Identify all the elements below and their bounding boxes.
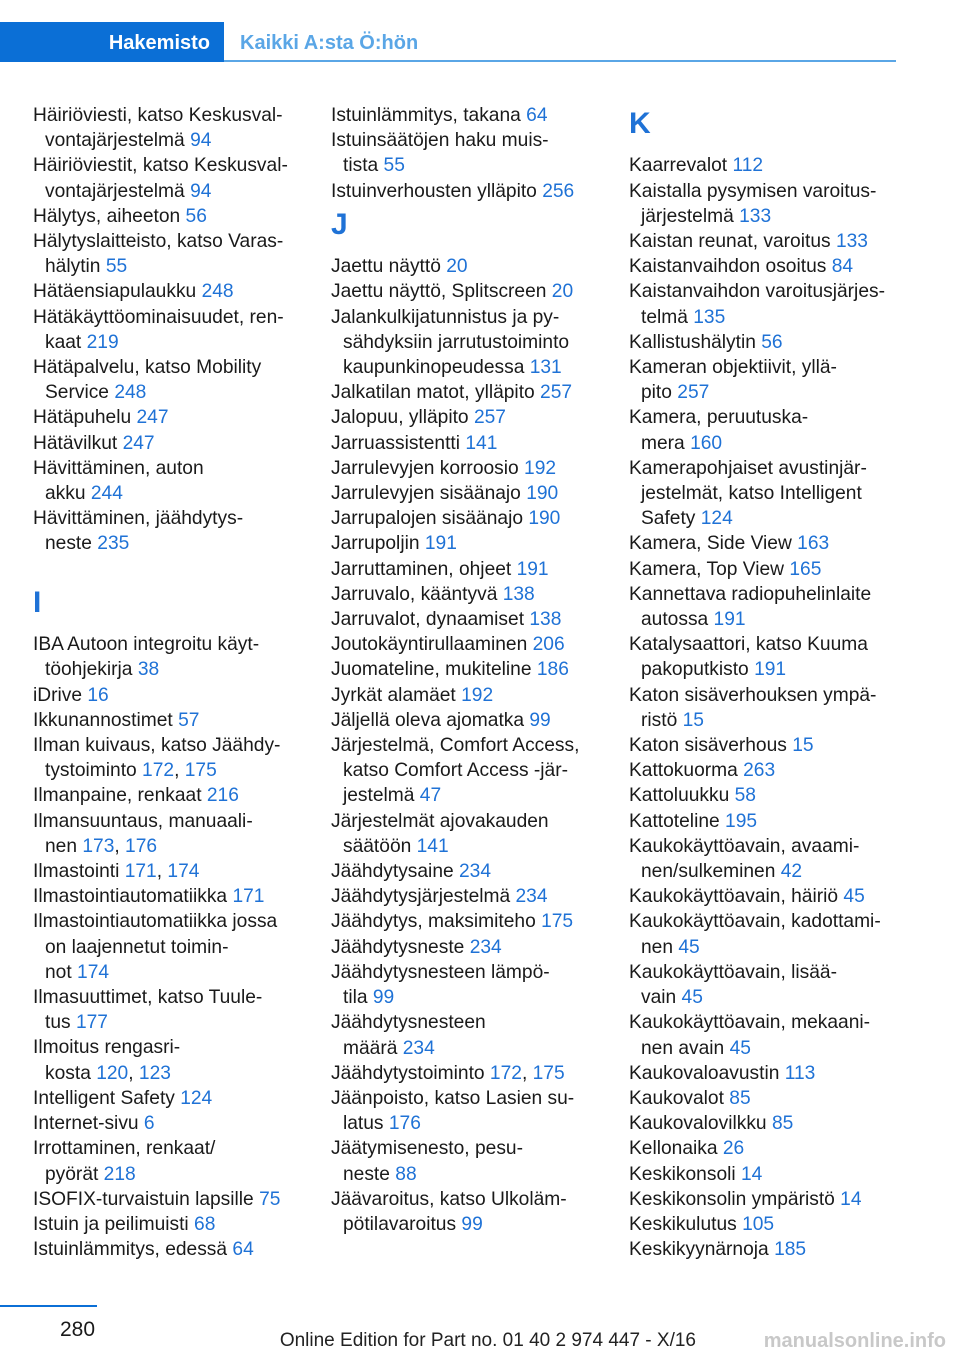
index-term: Joutokäyntirullaaminen [331, 634, 528, 656]
page-link[interactable]: 141 [416, 835, 449, 857]
page-link[interactable]: 176 [388, 1113, 421, 1135]
index-term: Hätäensiapulaukku [33, 281, 197, 303]
page-link[interactable]: 257 [540, 382, 573, 404]
index-entry [331, 128, 603, 178]
index-term: Ikkunannostimet [33, 709, 173, 731]
index-term: Internet-sivu [33, 1113, 139, 1135]
page-link[interactable]: 133 [739, 205, 772, 227]
page-link[interactable]: 56 [761, 331, 783, 353]
page-link[interactable]: 15 [792, 735, 814, 757]
index-entry [33, 456, 305, 506]
index-term: Katon sisäverhouksen ympä- ristö [629, 684, 877, 731]
page-link[interactable]: 6 [143, 1113, 155, 1135]
index-entry [331, 1187, 603, 1237]
page-link[interactable]: 84 [831, 256, 854, 278]
page-link[interactable]: 123 [138, 1062, 171, 1084]
index-entry [331, 935, 603, 960]
page-link[interactable]: 124 [700, 508, 733, 530]
index-term: Istuinlämmitys, takana [331, 105, 521, 126]
page-link[interactable]: 176 [125, 835, 158, 857]
page-link[interactable]: 85 [771, 1113, 794, 1135]
index-term: Kaukovaloavustin [629, 1062, 780, 1084]
index-term: Jäänpoisto, katso Lasien su- latus [331, 1087, 575, 1135]
index-entry [629, 683, 901, 733]
index-entry [331, 607, 603, 632]
page-link[interactable]: 99 [372, 987, 395, 1009]
page-link[interactable]: 124 [180, 1087, 213, 1109]
index-entry [33, 1212, 305, 1237]
index-term: Ilmasuuttimet, katso Tuule- tus [33, 987, 263, 1034]
index-term: Jäätymisenesto, pesu- neste [331, 1138, 523, 1185]
index-term: Jarrupalojen sisäänajo [331, 508, 523, 530]
index-entry [331, 254, 603, 279]
index-entry [331, 708, 603, 733]
index-entry [33, 405, 305, 430]
index-entry [629, 1162, 901, 1187]
index-term: Jäävaroitus, katso Ulkoläm- pötilavaroitus [331, 1188, 567, 1235]
index-term: Kaistanvaihdon osoitus [629, 256, 827, 278]
index-term: Kaukokäyttöavain, lisää- vain [629, 961, 837, 1009]
page-link[interactable]: 218 [103, 1163, 136, 1185]
index-entry [331, 557, 603, 582]
index-entry [629, 783, 901, 808]
index-entry [331, 456, 603, 481]
index-term: Istuin ja peilimuisti [33, 1213, 189, 1235]
index-term: Keskikonsolin ympäristö [629, 1188, 835, 1210]
index-term: Jarruvalo, kääntyvä [331, 583, 498, 605]
page-link[interactable]: 68 [194, 1213, 216, 1235]
page-link[interactable]: 192 [461, 684, 494, 706]
index-term: Istuinverhousten ylläpito [331, 180, 537, 202]
index-entry [331, 859, 603, 884]
index-term: Kaarrevalot [629, 155, 728, 177]
index-entry [33, 632, 305, 682]
page-link[interactable]: 42 [780, 861, 803, 883]
page-link[interactable]: 20 [446, 256, 468, 278]
page-link[interactable]: 244 [90, 483, 123, 505]
index-entry [629, 330, 901, 355]
page-link[interactable]: 191 [424, 533, 457, 555]
page-link[interactable]: 141 [465, 432, 498, 454]
index-term: IBA Autoon integroitu käyt- töohjekirja [33, 634, 260, 681]
index-term: Keskikulutus [629, 1213, 737, 1235]
page-link[interactable]: 247 [122, 432, 155, 454]
index-entry [331, 632, 603, 657]
index-entry: Ilmansuuntaus, manuaali- nen 173, 176 [33, 810, 253, 857]
page-link[interactable]: 133 [835, 231, 868, 252]
index-term: Kamera, Side View [629, 533, 792, 555]
page-link[interactable]: 171 [232, 886, 265, 908]
page-link[interactable]: 45 [729, 1037, 751, 1059]
page-link[interactable]: 163 [797, 533, 830, 555]
index-term: Jyrkät alamäet [331, 684, 456, 706]
index-term: Häiriöviesti, katso Keskusval- vontajärjestelmä [33, 105, 283, 152]
page-link[interactable]: 58 [734, 785, 756, 807]
index-term: Hävittäminen, auton akku [33, 457, 204, 505]
page-link[interactable]: 195 [725, 810, 758, 832]
index-term: Jarruttaminen, ohjeet [331, 558, 512, 580]
index-term: Hätäpuhelu [33, 407, 132, 429]
index-term: Hävittäminen, jäähdytys- neste [33, 508, 244, 555]
index-entry [33, 103, 305, 153]
header-divider [224, 60, 896, 62]
index-term: Jäähdytysjärjestelmä [331, 886, 511, 908]
index-term: Kellonaika [629, 1138, 718, 1160]
index-term: Järjestelmä, Comfort Access, katso Comfort Access -jär- jestelmä [331, 735, 580, 807]
page-link[interactable]: 26 [722, 1138, 745, 1160]
index-entry [629, 909, 901, 959]
page-link[interactable]: 55 [105, 256, 128, 278]
index-entry [629, 279, 901, 329]
index-entry [331, 884, 603, 909]
index-entry [629, 456, 901, 532]
index-term: Hälytys, aiheeton [33, 205, 181, 227]
page-link[interactable]: 113 [784, 1062, 816, 1084]
index-entry [629, 960, 901, 1010]
page-link[interactable]: 160 [690, 432, 723, 454]
index-term: Keskikyynärnoja [629, 1239, 769, 1261]
page-link[interactable]: 105 [742, 1213, 775, 1235]
index-term: Jäähdytysneste [331, 936, 465, 958]
page-link[interactable]: 94 [190, 180, 212, 202]
index-entry [33, 1237, 305, 1262]
page-link[interactable]: 174 [167, 861, 200, 883]
index-entry [331, 909, 603, 934]
index-entry [331, 683, 603, 708]
index-term: Jalopuu, ylläpito [331, 407, 469, 429]
index-term: Häiriöviestit, katso Keskusval- vontajärjestelmä [33, 155, 288, 202]
page-link[interactable]: 138 [529, 609, 562, 631]
index-term: Irrottaminen, renkaat/ pyörät [33, 1138, 216, 1185]
index-term: Jäljellä oleva ajomatka [331, 709, 525, 731]
index-entry [33, 1136, 305, 1186]
page-number: 280 [60, 1318, 96, 1341]
index-term: Kaistan reunat, varoitus [629, 231, 831, 252]
index-entry [33, 204, 305, 229]
index-entry [33, 985, 305, 1035]
page-link[interactable]: 192 [524, 457, 557, 479]
index-term: Istuinlämmitys, edessä [33, 1239, 228, 1261]
index-entry [629, 834, 901, 884]
index-term: Kaistanvaihdon varoitusjärjes- telmä [629, 281, 885, 328]
index-entry [331, 405, 603, 430]
index-entry: Ilman kuivaus, katso Jäähdy- tystoiminto 172, 175 [33, 735, 281, 782]
index-entry [331, 657, 603, 682]
index-term: Kaukovalovilkku [629, 1113, 767, 1135]
index-entry [331, 380, 603, 405]
index-term: Kattokuorma [629, 760, 738, 782]
page-link[interactable]: 14 [741, 1163, 763, 1185]
index-term: Kamera, peruutuska- mera [629, 407, 809, 454]
index-term: Jarruvalot, dynaamiset [331, 609, 525, 631]
index-term: Ilman kuivaus, katso Jäähdy- tystoiminto [33, 735, 281, 782]
index-term: Jäähdytys, maksimiteho [331, 911, 536, 933]
page-link[interactable]: 247 [136, 407, 169, 429]
index-entry [331, 1136, 603, 1186]
index-entry [629, 582, 901, 632]
page-link[interactable]: 64 [526, 105, 548, 126]
page-link[interactable]: 14 [840, 1188, 862, 1210]
edition-note: Online Edition for Part no. 01 40 2 974 447 - X/16 [279, 1330, 696, 1351]
page-link[interactable]: 257 [473, 407, 506, 429]
index-entry [33, 1086, 305, 1111]
page-link[interactable]: 219 [86, 331, 119, 353]
index-term: Kameran objektiivit, yllä- pito [629, 357, 837, 404]
index-entry [629, 179, 901, 229]
index-term: Ilmanpaine, renkaat [33, 785, 202, 807]
page-link[interactable]: 175 [541, 911, 574, 933]
page-link[interactable]: 191 [516, 558, 549, 580]
index-entry [629, 1010, 901, 1060]
watermark: manualsonline.info [763, 1330, 946, 1352]
index-entry [33, 279, 305, 304]
index-entry [629, 1237, 901, 1262]
section-letter: I [33, 585, 42, 619]
page-link[interactable]: 191 [713, 609, 746, 631]
index-term: Jarrulevyjen sisäänajo [331, 483, 521, 505]
index-term: Jäähdytysnesteen määrä [331, 1012, 486, 1059]
index-term: Kattoteline [629, 810, 720, 832]
index-entry [331, 809, 603, 859]
page-link[interactable]: 99 [461, 1213, 483, 1235]
index-term: Ilmastointiautomatiikka [33, 886, 228, 908]
page-link[interactable]: 57 [178, 709, 200, 731]
page-link[interactable]: 15 [682, 709, 704, 731]
index-entry [33, 683, 305, 708]
page-link[interactable]: 55 [383, 155, 405, 177]
index-entry [629, 1136, 901, 1161]
index-term: Kaukokäyttöavain, mekaani- nen avain [629, 1012, 871, 1059]
index-entry [629, 809, 901, 834]
index-entry [331, 582, 603, 607]
page-link[interactable]: 138 [502, 583, 535, 605]
index-entry [629, 1187, 901, 1212]
page-link[interactable]: 175 [532, 1062, 565, 1084]
page-link[interactable]: 185 [774, 1239, 807, 1261]
index-entry [331, 531, 603, 556]
index-term: Jaettu näyttö, Splitscreen [331, 281, 547, 303]
index-entry [33, 708, 305, 733]
index-entry [629, 531, 901, 556]
index-term: Kaistalla pysymisen varoitus- järjestelmä [629, 180, 877, 227]
page-link[interactable]: 20 [551, 281, 574, 303]
index-entry [331, 431, 603, 456]
page-link[interactable]: 206 [532, 634, 565, 656]
page-link[interactable]: 64 [232, 1239, 254, 1261]
page-link[interactable]: 38 [137, 659, 160, 681]
section-letter: K [629, 107, 651, 140]
index-entry [33, 153, 305, 203]
index-entry [629, 355, 901, 405]
page-link[interactable]: 190 [528, 508, 561, 530]
index-term: Kallistushälytin [629, 331, 756, 353]
index-entry [331, 733, 603, 809]
page-link[interactable]: 88 [395, 1163, 417, 1185]
index-term: Jäähdytysaine [331, 861, 454, 883]
page-link[interactable]: 165 [789, 558, 822, 580]
page-link[interactable]: 263 [743, 760, 776, 782]
index-term: Hätäpalvelu, katso Mobility Service [33, 357, 262, 404]
index-entry [629, 758, 901, 783]
index-term: Ilmoitus rengasri- kosta [33, 1037, 181, 1084]
index-entry [331, 1086, 603, 1136]
page-link[interactable]: 94 [190, 130, 212, 152]
index-entry [33, 431, 305, 456]
page-link[interactable]: 45 [681, 987, 703, 1009]
page-link[interactable]: 56 [185, 205, 207, 227]
index-term: Jarruassistentti [331, 432, 461, 454]
index-entry [629, 229, 901, 254]
index-entry: Ilmoitus rengasri- kosta 120, 123 [33, 1037, 181, 1084]
index-entry [629, 557, 901, 582]
page-link[interactable]: 171 [124, 861, 157, 883]
page-link[interactable]: 47 [419, 785, 442, 807]
page-link[interactable]: 234 [402, 1037, 435, 1059]
page-link[interactable]: 135 [693, 306, 726, 328]
index-term: Jarrupoljin [331, 533, 420, 555]
index-entry [629, 1086, 901, 1111]
index-entry [629, 153, 901, 178]
index-entry [331, 481, 603, 506]
index-entry [629, 405, 901, 455]
index-term: Katalysaattori, katso Kuuma pakoputkisto [629, 634, 868, 681]
index-term: Kaukokäyttöavain, häiriö [629, 886, 839, 908]
index-entry [331, 506, 603, 531]
index-column-3 [629, 103, 901, 1262]
index-term: Keskikonsoli [629, 1163, 736, 1185]
page-link[interactable]: 174 [77, 961, 110, 983]
index-term: Jarrulevyjen korroosio [331, 457, 519, 479]
index-column-2 [331, 103, 603, 1237]
tab-a-to-z[interactable]: Kaikki A:sta Ö:hön [240, 32, 419, 54]
index-entry [629, 733, 901, 758]
index-term: Intelligent Safety [33, 1087, 175, 1109]
index-entry [33, 229, 305, 279]
index-entry [33, 783, 305, 808]
page-link[interactable]: 177 [75, 1012, 108, 1034]
page-link[interactable]: 45 [678, 936, 700, 958]
section-letter: J [331, 207, 348, 241]
index-term: Istuinsäätöjen haku muis- tista [331, 130, 549, 177]
index-entry [33, 355, 305, 405]
index-term: Kaukokäyttöavain, kadottami- nen [629, 911, 881, 958]
page-link[interactable]: 172 [489, 1062, 522, 1084]
index-term: ISOFIX-turvaistuin lapsille [33, 1188, 254, 1210]
index-term: Jaettu näyttö [331, 256, 441, 278]
page-link[interactable]: 85 [729, 1087, 751, 1109]
index-entry [33, 305, 305, 355]
page-link[interactable]: 120 [96, 1062, 129, 1084]
page-link[interactable]: 173 [82, 835, 115, 857]
page-link[interactable]: 248 [114, 382, 147, 404]
index-entry [629, 1111, 901, 1136]
footer-divider [0, 1305, 97, 1307]
index-term: iDrive [33, 684, 83, 706]
page-link[interactable]: 172 [142, 760, 175, 782]
index-entry: Jäähdytystoiminto 172, 175 [331, 1062, 565, 1084]
index-entry [331, 279, 603, 304]
index-entry [33, 909, 305, 985]
page-link[interactable]: 234 [515, 886, 548, 908]
index-entry [331, 960, 603, 1010]
page-link[interactable]: 45 [843, 886, 865, 908]
page-link[interactable]: 216 [206, 785, 239, 807]
section-gap [33, 557, 305, 582]
page-link[interactable]: 75 [259, 1188, 281, 1210]
page-link[interactable]: 99 [529, 709, 551, 731]
index-term: Jalkatilan matot, ylläpito [331, 382, 535, 404]
page-link[interactable]: 186 [536, 659, 569, 681]
page-link[interactable]: 175 [184, 760, 217, 782]
page-link[interactable]: 16 [87, 684, 109, 706]
index-entry: Ilmastointi 171, 174 [33, 861, 200, 883]
index-term: Ilmastointiautomatiikka jossa on laajennetut toimin- not [33, 911, 278, 983]
index-term: Ilmansuuntaus, manuaali- nen [33, 810, 253, 857]
page-link[interactable]: 112 [732, 155, 764, 177]
index-term: Ilmastointi [33, 861, 120, 883]
page-link[interactable]: 234 [469, 936, 502, 958]
index-entry [629, 1212, 901, 1237]
header-bar [0, 22, 896, 62]
page-link[interactable]: 234 [459, 861, 492, 883]
index-term: Kaukovalot [629, 1087, 724, 1109]
index-term: Hätävilkut [33, 432, 118, 454]
index-entry [629, 254, 901, 279]
page-link[interactable]: 256 [542, 180, 575, 202]
index-entry [331, 179, 603, 204]
page-link[interactable]: 190 [526, 483, 559, 505]
index-column-1 [33, 103, 305, 1262]
index-term: Jäähdytystoiminto [331, 1062, 485, 1084]
index-term: Juomateline, mukiteline [331, 659, 532, 681]
index-term: Kaukokäyttöavain, avaami- nen/sulkeminen [629, 835, 860, 883]
tab-index[interactable]: Hakemisto [0, 22, 224, 62]
index-entry [629, 632, 901, 682]
index-entry [331, 1010, 603, 1060]
index-entry [33, 1111, 305, 1136]
index-term: Jalankulkijatunnistus ja py- sähdyksiin jarrutustoiminto kaupunkinopeudessa [331, 306, 570, 379]
page-link[interactable]: 248 [201, 281, 234, 303]
index-entry [331, 305, 603, 381]
index-entry [33, 884, 305, 909]
index-term: Kattoluukku [629, 785, 730, 807]
index-term: Katon sisäverhous [629, 735, 787, 757]
index-entry [331, 103, 603, 128]
index-term: Järjestelmät ajovakauden säätöön [331, 810, 549, 857]
page-link[interactable]: 257 [677, 382, 710, 404]
page-link[interactable]: 191 [754, 659, 787, 681]
index-term: Hälytyslaitteisto, katso Varas- hälytin [33, 231, 284, 278]
page-link[interactable]: 235 [97, 533, 130, 555]
index-term: Kamerapohjaiset avustinjär- jestelmät, katso Intelligent Safety [629, 457, 867, 530]
index-term: Hätäkäyttöominaisuudet, ren- kaat [33, 306, 284, 353]
index-term: Kannettava radiopuhelinlaite autossa [629, 583, 872, 631]
page-link[interactable]: 131 [529, 357, 562, 379]
index-entry [629, 884, 901, 909]
index-term: Kamera, Top View [629, 558, 785, 580]
index-entry [33, 1187, 305, 1212]
index-entry [33, 506, 305, 556]
index-term: Jäähdytysnesteen lämpö- tila [331, 961, 550, 1009]
index-entry [629, 1061, 901, 1086]
